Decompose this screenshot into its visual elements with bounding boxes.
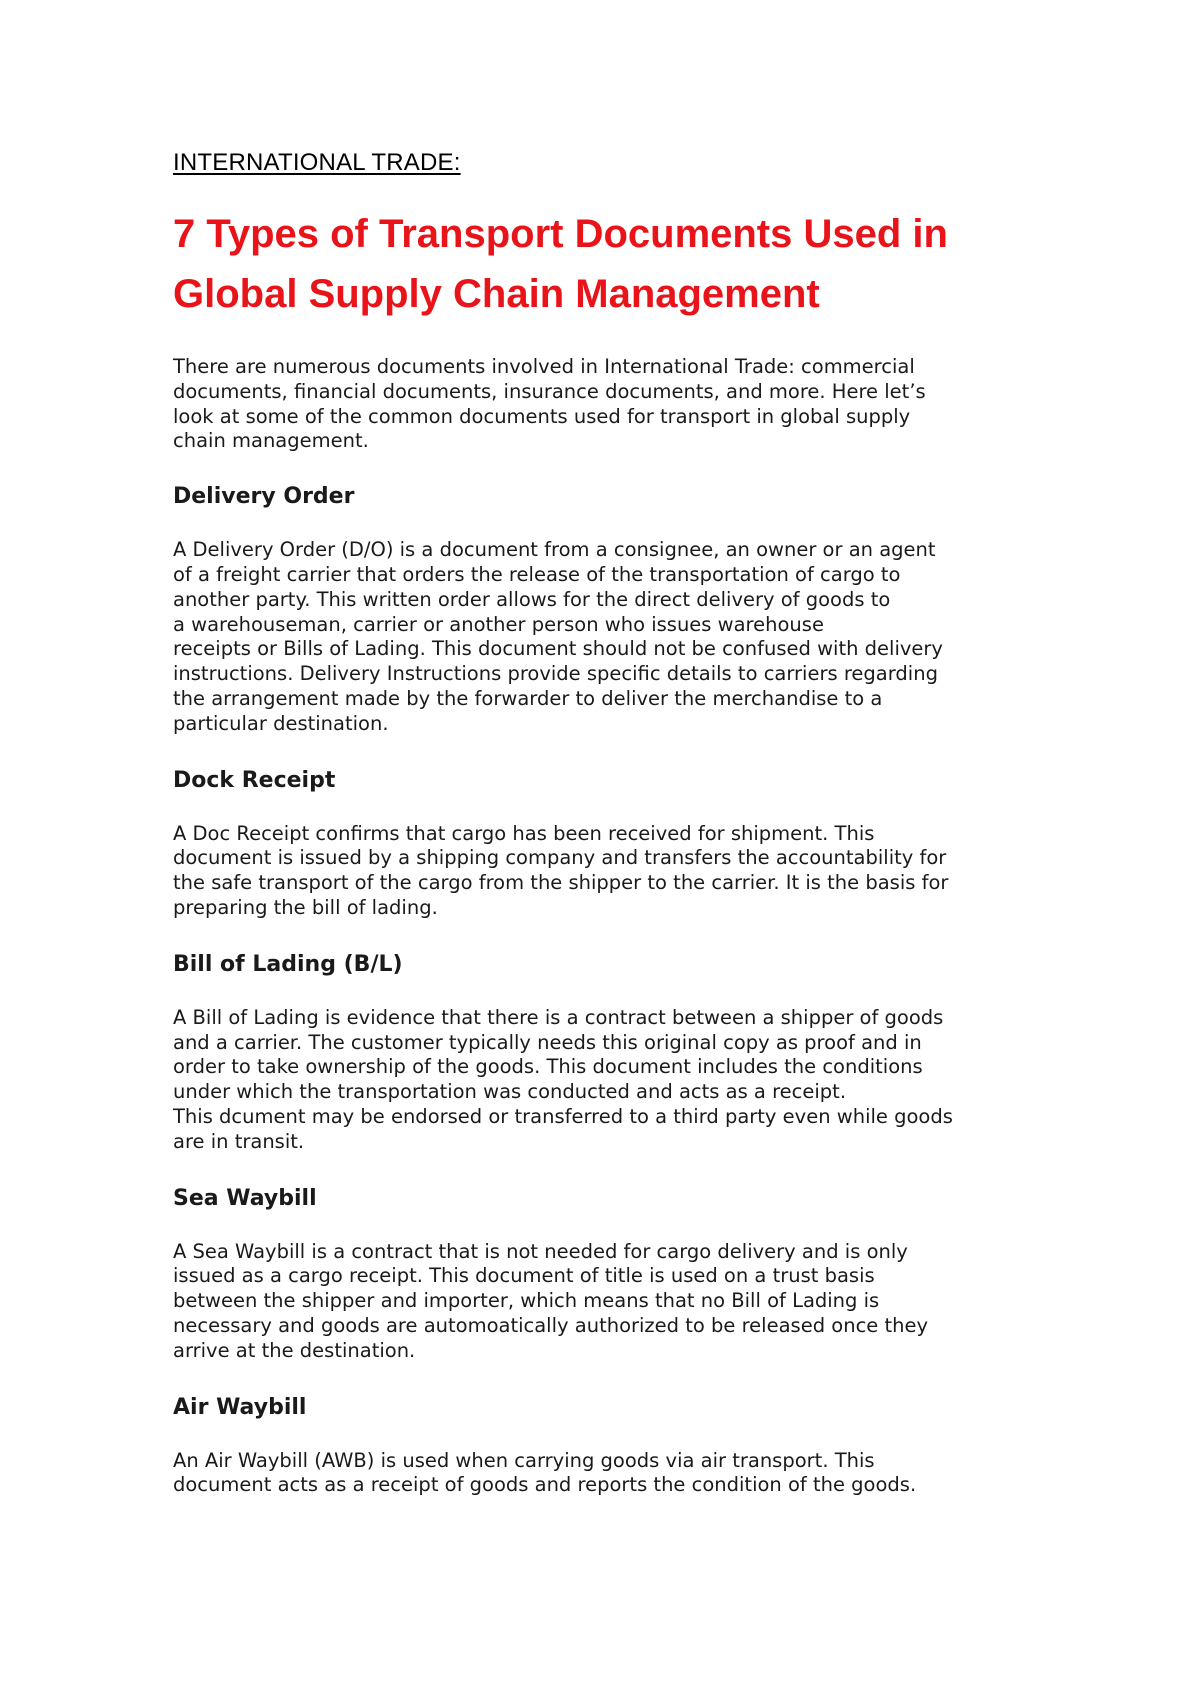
section-heading: Sea Waybill (173, 1185, 317, 1211)
section-heading: Dock Receipt (173, 767, 336, 793)
document-content (173, 148, 1043, 1528)
section-dock-receipt (173, 767, 1043, 921)
intro-paragraph: There are numerous documents involved in International Trade: commercial documents, financial documents, insurance documents, and more. Here let’s look at some of the common documents used for transport in global supply chain management. (173, 355, 926, 453)
section-body: A Delivery Order (D/O) is a document from a consignee, an owner or an agent of a freight carrier that orders the release of the transportation of cargo to another party. This written order allows for the direct delivery of goods to a warehouseman, carrier or another person who issues warehouse receipts or Bills of Lading. This document should not be confused with delivery instructions. Delivery Instructions provide specific details to carriers regarding the arrangement made by the forwarder to deliver the merchandise to a particular destination. (173, 538, 943, 735)
section-heading: Air Waybill (173, 1394, 307, 1420)
section-bill-of-lading (173, 951, 1043, 1155)
document-title: 7 Types of Transport Documents Used in Global Supply Chain Management (173, 212, 948, 316)
section-air-waybill (173, 1394, 1043, 1499)
section-body: A Doc Receipt confirms that cargo has been received for shipment. This document is issued by a shipping company and transfers the accountability for the safe transport of the cargo from the shipper to the carrier. It is the basis for preparing the bill of lading. (173, 821, 949, 919)
section-body: An Air Waybill (AWB) is used when carrying goods via air transport. This document acts as a receipt of goods and reports the condition of the goods. (173, 1448, 917, 1497)
document-kicker: INTERNATIONAL TRADE: (173, 149, 461, 176)
section-body: A Bill of Lading is evidence that there is a contract between a shipper of goods and a carrier. The customer typically needs this original copy as proof and in order to take ownership of the goods. This document includes the conditions under which the transportation was conducted and acts as a receipt. This dcument may be endorsed or transferred to a third party even while goods are in transit. (173, 1005, 953, 1153)
section-body: A Sea Waybill is a contract that is not needed for cargo delivery and is only issued as a cargo receipt. This document of title is used on a trust basis between the shipper and importer, which means that no Bill of Lading is necessary and goods are automoatically authorized to be released once they arrive at the destination. (173, 1239, 929, 1362)
section-sea-waybill (173, 1185, 1043, 1364)
section-heading: Delivery Order (173, 484, 355, 510)
section-heading: Bill of Lading (B/L) (173, 951, 403, 977)
section-delivery-order (173, 483, 1043, 736)
